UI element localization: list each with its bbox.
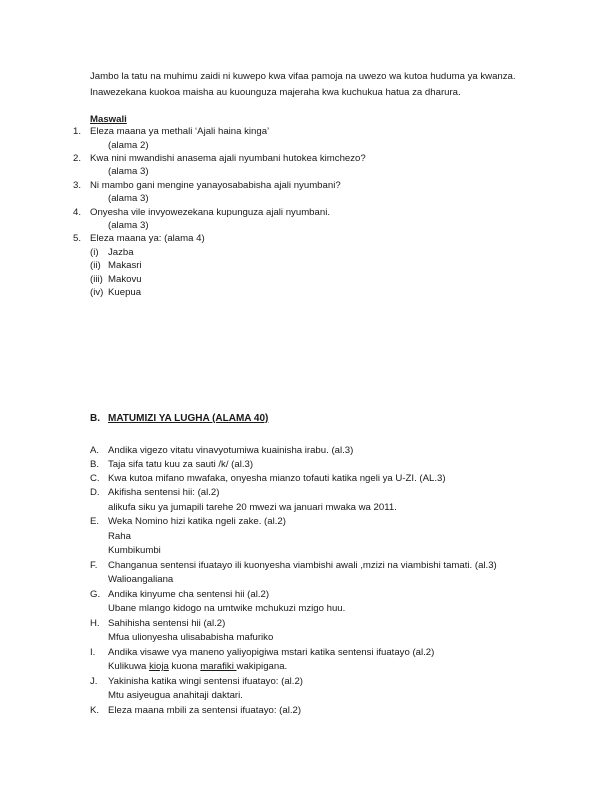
subitem-number: (iv)	[90, 287, 104, 298]
question-text: Eleza maana ya: (alama 4)	[90, 233, 205, 244]
question-text: Kwa nini mwandishi anasema ajali nyumbani hutokea kimchezo?	[90, 153, 366, 164]
subitem-text: Makasri	[108, 260, 142, 271]
item-letter: D.	[90, 487, 100, 498]
item-text: Weka Nomino hizi katika ngeli zake. (al.2)	[108, 516, 286, 527]
item-text: Andika vigezo vitatu vinavyotumiwa kuainisha irabu. (al.3)	[108, 445, 354, 456]
item-text: Akifisha sentensi hii: (al.2)	[108, 487, 220, 498]
item-text: Yakinisha katika wingi sentensi ifuatayo: (al.2)	[108, 676, 303, 687]
item-subtext: Raha	[108, 531, 131, 542]
intro-line-2: Inawezekana kuokoa maisha au kuounguza majeraha kwa kuchukua hatua za dharura.	[90, 87, 461, 98]
sentence-part: wakipigana.	[236, 661, 288, 672]
subitem-number: (i)	[90, 247, 99, 258]
question-text: Onyesha vile invyowezekana kupunguza ajali nyumbani.	[90, 207, 330, 218]
item-text: Andika visawe vya maneno yaliyopigiwa mstari katika sentensi ifuatayo (al.2)	[108, 647, 435, 658]
item-subtext: Walioangaliana	[108, 574, 174, 585]
intro-line-1: Jambo la tatu na muhimu zaidi ni kuwepo kwa vifaa pamoja na uwezo wa kutoa huduma ya kwanza.	[90, 71, 516, 82]
question-text: Eleza maana ya methali ‘Ajali haina kinga’	[90, 126, 270, 137]
item-text: Andika kinyume cha sentensi hii (al.2)	[108, 589, 270, 600]
item-letter: G.	[90, 589, 101, 600]
item-letter: F.	[90, 560, 98, 571]
underlined-word: marafiki	[200, 661, 237, 672]
sentence-part: kuona	[168, 661, 201, 672]
subitem-text: Jazba	[108, 247, 134, 258]
item-subtext: Ubane mlango kidogo na umtwike mchukuzi mzigo huu.	[108, 603, 346, 614]
question-marks: (alama 3)	[108, 220, 149, 231]
item-text: Eleza maana mbili za sentensi ifuatayo: (al.2)	[108, 705, 302, 716]
item-letter: A.	[90, 445, 100, 456]
maswali-heading: Maswali	[90, 114, 127, 125]
item-subtext: Kumbikumbi	[108, 545, 161, 556]
subitem-number: (iii)	[90, 274, 103, 285]
subitem-text: Makovu	[108, 274, 142, 285]
item-letter: C.	[90, 473, 100, 484]
item-letter: K.	[90, 705, 100, 716]
item-letter: E.	[90, 516, 100, 527]
question-marks: (alama 3)	[108, 166, 149, 177]
item-text: Changanua sentensi ifuatayo ili kuonyesha viambishi awali ,mzizi na viambishi tamati. (al.3)	[108, 560, 497, 571]
item-text: Taja sifa tatu kuu za sauti /k/ (al.3)	[108, 459, 254, 470]
section-title: MATUMIZI YA LUGHA (ALAMA 40)	[108, 413, 269, 424]
item-subtext: alikufa siku ya jumapili tarehe 20 mwezi wa januari mwaka wa 2011.	[108, 502, 397, 513]
question-marks: (alama 3)	[108, 193, 149, 204]
item-letter: J.	[90, 676, 98, 687]
question-number: 1.	[73, 126, 82, 137]
question-number: 4.	[73, 207, 82, 218]
subitem-text: Kuepua	[108, 287, 142, 298]
item-i-sentence	[108, 661, 287, 673]
question-number: 2.	[73, 153, 82, 164]
item-text: Sahihisha sentensi hii (al.2)	[108, 618, 226, 629]
item-subtext: Mfua ulionyesha ulisababisha mafuriko	[108, 632, 274, 643]
item-subtext: Mtu asiyeugua anahitaji daktari.	[108, 690, 243, 701]
item-text: Kwa kutoa mifano mwafaka, onyesha mianzo tofauti katika ngeli ya U-ZI. (AL.3)	[108, 473, 446, 484]
question-marks: (alama 2)	[108, 140, 149, 151]
item-letter: B.	[90, 459, 100, 470]
item-letter: I.	[90, 647, 96, 658]
section-letter: B.	[90, 413, 100, 424]
subitem-number: (ii)	[90, 260, 101, 271]
item-letter: H.	[90, 618, 100, 629]
underlined-word: kioja	[149, 661, 169, 672]
question-text: Ni mambo gani mengine yanayosababisha ajali nyumbani?	[90, 180, 341, 191]
sentence-part: Kulikuwa	[108, 661, 150, 672]
question-number: 3.	[73, 180, 82, 191]
question-number: 5.	[73, 233, 82, 244]
